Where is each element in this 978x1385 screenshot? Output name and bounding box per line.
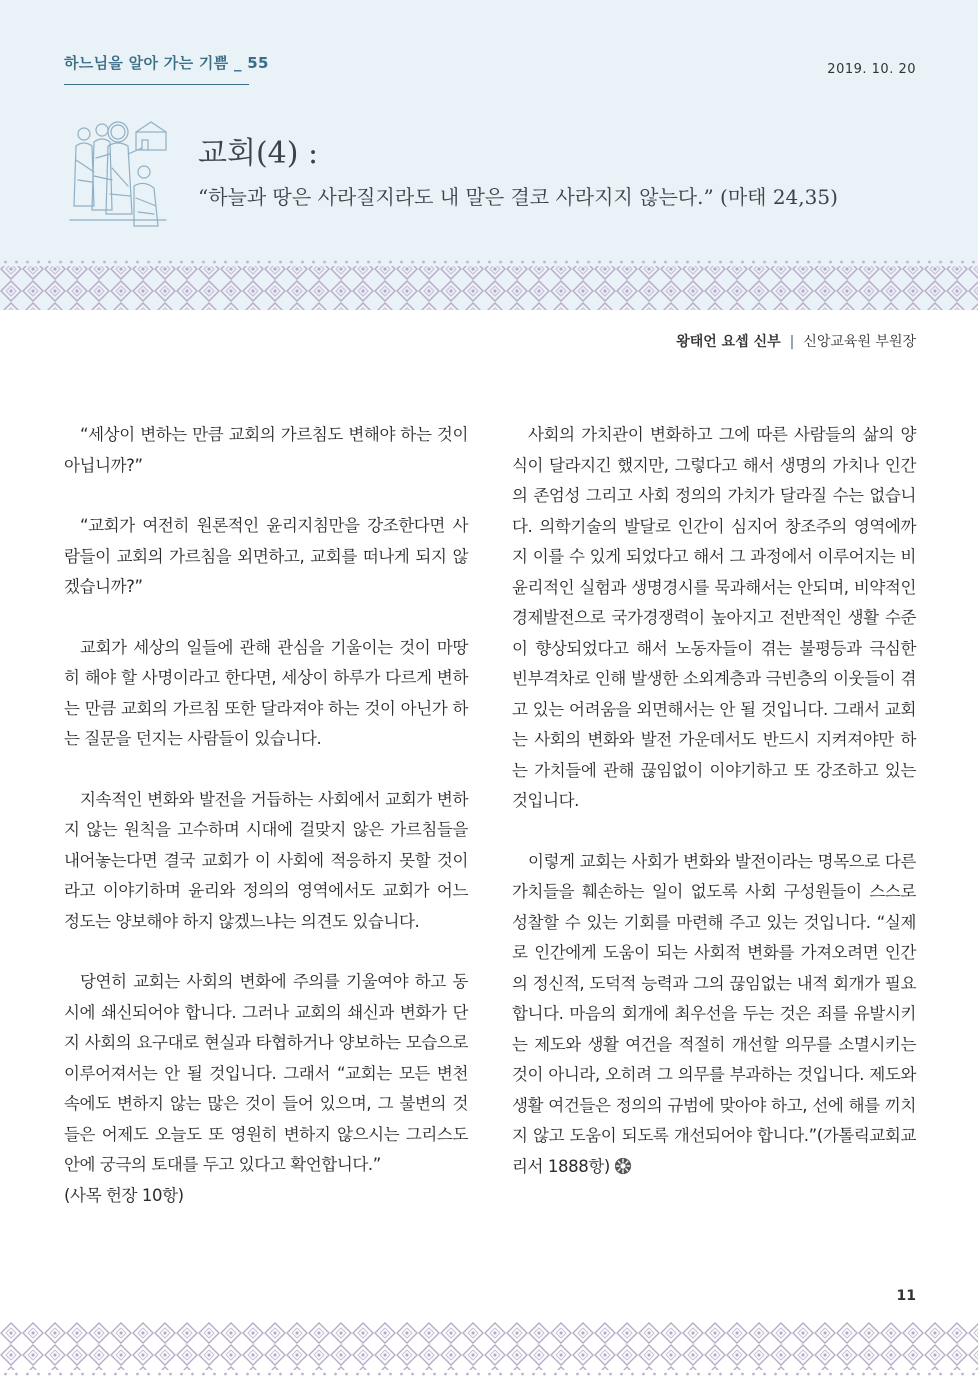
article-title: 교회(4) : (198, 136, 319, 171)
paragraph-text: 이렇게 교회는 사회가 변화와 발전이라는 명목으로 다른 가치들을 훼손하는 일이 없도록 사회 구성원들이 스스로 성찰할 수 있는 기회를 마련해 주고 있는 것입니다. “실제로 인간에게 도움이 되는 사회적 변화를 가져오려면 인간의 정신적, 도덕적 능력과 그의 끊임없는 내적 회개가 필요합니다. 마음의 회개에 최우선을 두는 것은 죄를 유발시키는 제도와 생활 여건을 적절히 개선할 의무를 소멸시키는 것이 아니라, 오히려 그 의무를 부과하는 것입니다. 제도와 생활 여건들은 정의의 규범에 맞아야 하고, 선에 해를 끼치지 않고 도움이 되도록 개선되어야 합니다.”(가톨릭교회교리서 1888항) (512, 851, 916, 1176)
series-title: 하느님을 알아 가는 기쁨 _ 55 (64, 54, 269, 72)
paragraph-final (512, 847, 916, 1183)
left-column (64, 420, 468, 1241)
author-name: 왕태언 요셉 신부 (676, 334, 781, 350)
issue-date: 2019. 10. 20 (827, 62, 916, 77)
author-position: 신앙교육원 부원장 (803, 334, 916, 350)
right-column (512, 420, 916, 1212)
apostles-illustration-icon (62, 110, 174, 232)
decorative-border-top (0, 258, 978, 310)
author-separator: | (789, 334, 795, 350)
article-subtitle: “하늘과 땅은 사라질지라도 내 말은 결코 사라지지 않는다.” (마태 24,35) (198, 185, 838, 209)
paragraph: 지속적인 변화와 발전을 거듭하는 사회에서 교회가 변하지 않는 원칙을 고수하며 시대에 걸맞지 않은 가르침들을 내어놓는다면 결국 교회가 이 사회에 적응하지 못할 것이라고 이야기하며 윤리와 정의의 영역에서도 교회가 어느 정도는 양보해야 하지 않겠느냐는 의견도 있습니다. (64, 789, 468, 931)
series-underline (64, 84, 249, 85)
paragraph: 교회가 세상의 일들에 관해 관심을 기울이는 것이 마땅히 해야 할 사명이라고 한다면, 세상이 하루가 다르게 변하는 만큼 교회의 가르침 또한 달라져야 하는 것이 아닌가 하는 질문을 던지는 사람들이 있습니다. (64, 637, 468, 748)
citation: (사목 헌장 10항) (64, 1185, 184, 1205)
paragraph: 당연히 교회는 사회의 변화에 주의를 기울여야 하고 동시에 쇄신되어야 합니다. 그러나 교회의 쇄신과 변화가 단지 사회의 요구대로 현실과 타협하거나 양보하는 모습으로 이루어져서는 안 될 것입니다. 그래서 “교회는 모든 변천 속에도 변하지 않는 많은 것이 들어 있으며, 그 불변의 것들은 어제도 오늘도 또 영원히 변하지 않으시는 그리스도 안에 궁극의 토대를 두고 있다고 확언합니다.” (64, 972, 468, 1174)
end-mark-icon (614, 1157, 632, 1175)
author-byline (676, 331, 916, 351)
decorative-border-bottom (0, 1322, 978, 1378)
paragraph: “세상이 변하는 만큼 교회의 가르침도 변해야 하는 것이 아닙니까?” (64, 425, 468, 475)
paragraph: “교회가 여전히 원론적인 윤리지침만을 강조한다면 사람들이 교회의 가르침을 외면하고, 교회를 떠나게 되지 않겠습니까?” (64, 516, 468, 596)
page-number: 11 (896, 1288, 916, 1304)
paragraph: 사회의 가치관이 변화하고 그에 따른 사람들의 삶의 양식이 달라지긴 했지만, 그렇다고 해서 생명의 가치나 인간의 존엄성 그리고 사회 정의의 가치가 달라질 수는 없습니다. 의학기술의 발달로 인간이 심지어 창조주의 영역에까지 이를 수 있게 되었다고 해서 그 과정에서 이루어지는 비윤리적인 실험과 생명경시를 묵과해서는 안되며, 비약적인 경제발전으로 국가경쟁력이 높아지고 전반적인 생활 수준이 향상되었다고 해서 노동자들이 겪는 불평등과 극심한 빈부격차로 인해 발생한 소외계층과 극빈층의 이웃들이 겪고 있는 어려움을 외면해서는 안 될 것입니다. 그래서 교회는 사회의 변화와 발전 가운데서도 반드시 지켜져야만 하는 가치들에 관해 끊임없이 이야기하고 또 강조하고 있는 것입니다. (512, 425, 916, 810)
